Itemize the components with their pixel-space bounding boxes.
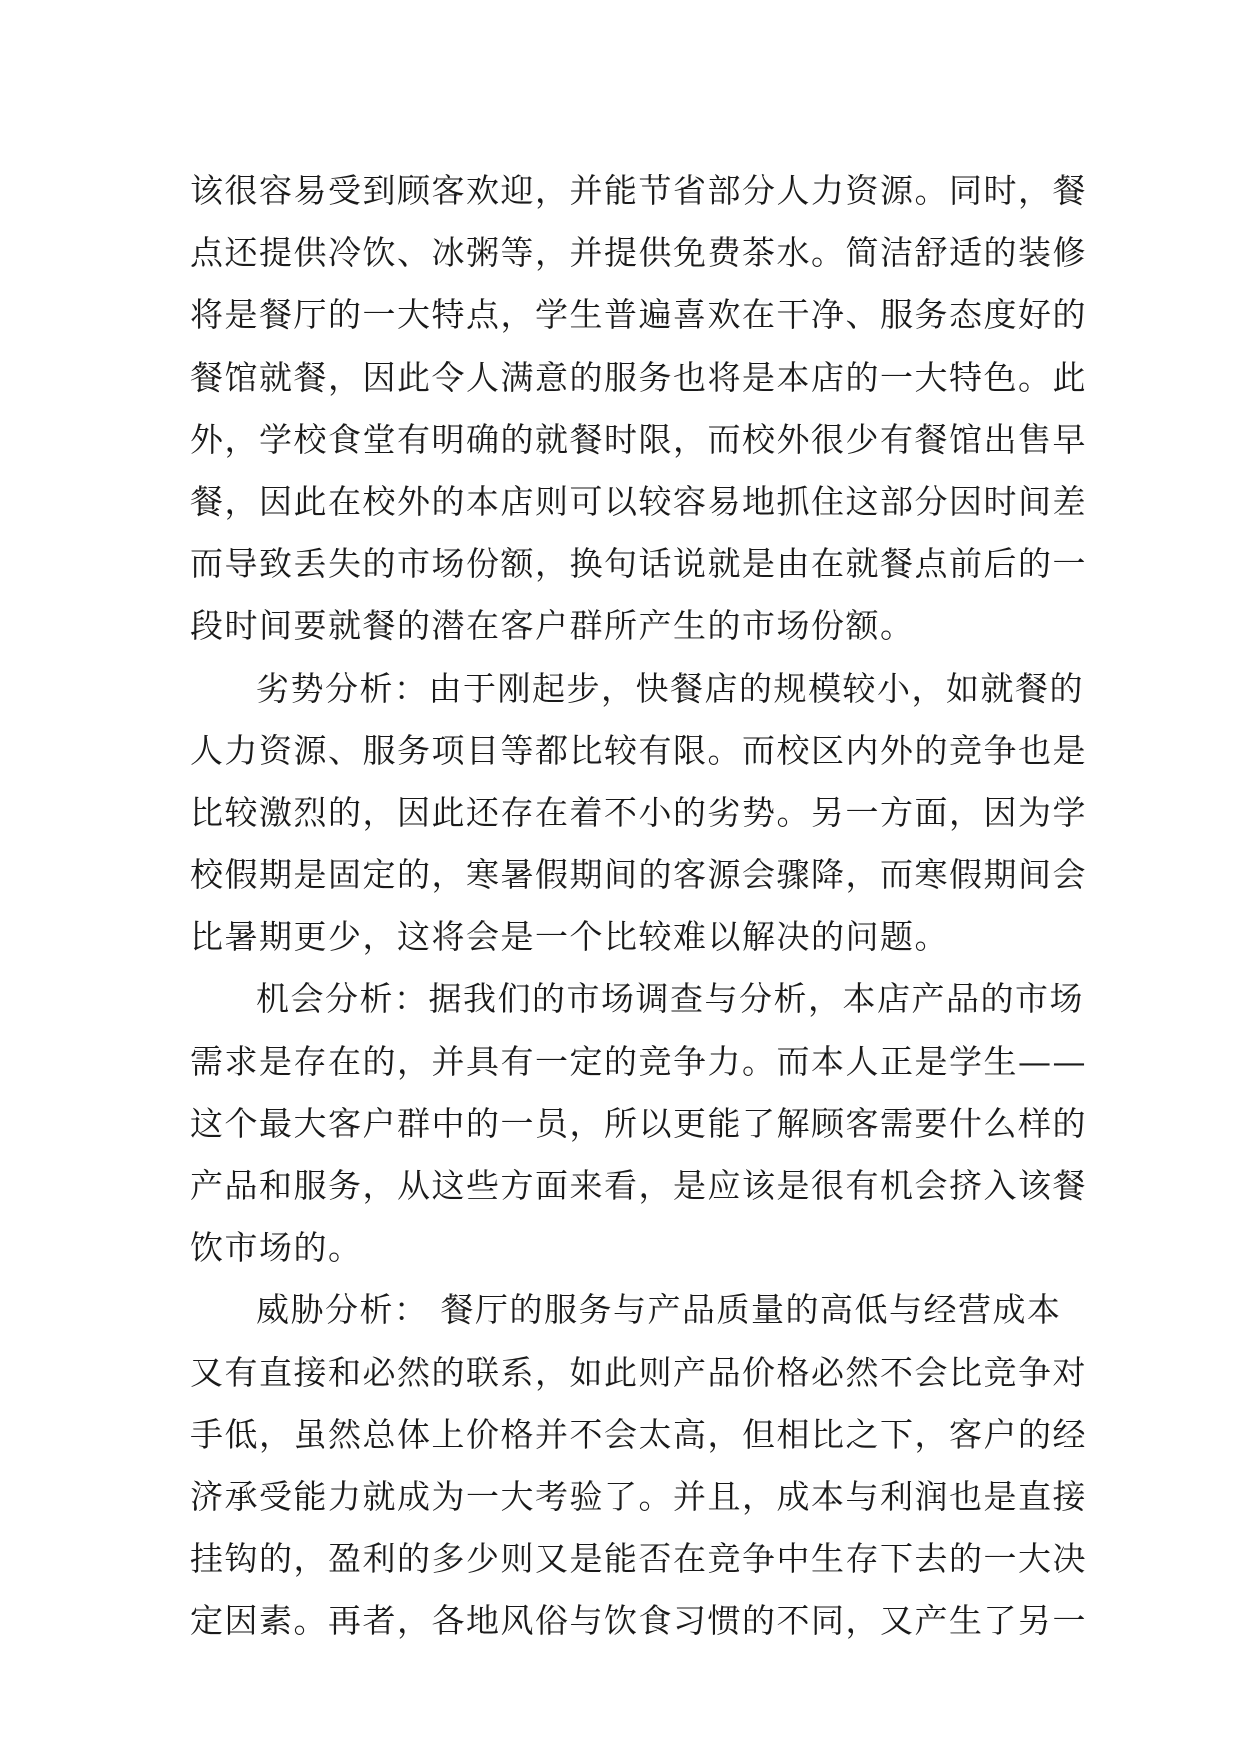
text-line: 定因素。再者，各地风俗与饮食习惯的不同，又产生了另一	[190, 1601, 1087, 1641]
text-line: 又有直接和必然的联系，如此则产品价格必然不会比竞争对	[190, 1352, 1087, 1392]
text-line: 段时间要就餐的潜在客户群所产生的市场份额。	[190, 606, 915, 646]
paragraph-start-weakness: 劣势分析：由于刚起步，快餐店的规模较小，如就餐的	[256, 668, 1084, 708]
document-body	[190, 160, 1087, 1653]
text-line: 挂钩的，盈利的多少则又是能否在竞争中生存下去的一大决	[190, 1539, 1087, 1579]
text-line: 将是餐厅的一大特点，学生普遍喜欢在干净、服务态度好的	[190, 295, 1087, 335]
text-line: 需求是存在的，并具有一定的竞争力。而本人正是学生——	[190, 1041, 1087, 1081]
text-line: 比较激烈的，因此还存在着不小的劣势。另一方面，因为学	[190, 792, 1087, 832]
paragraph-start-opportunity: 机会分析：据我们的市场调查与分析，本店产品的市场	[256, 979, 1084, 1019]
text-line: 比暑期更少，这将会是一个比较难以解决的问题。	[190, 917, 949, 957]
text-line: 餐，因此在校外的本店则可以较容易地抓住这部分因时间差	[190, 481, 1087, 521]
paragraph-start-threat: 威胁分析： 餐厅的服务与产品质量的高低与经营成本	[256, 1290, 1062, 1330]
text-line: 校假期是固定的，寒暑假期间的客源会骤降，而寒假期间会	[190, 855, 1087, 895]
text-line: 而导致丢失的市场份额，换句话说就是由在就餐点前后的一	[190, 544, 1087, 584]
text-line: 饮市场的。	[190, 1228, 363, 1268]
text-line: 手低，虽然总体上价格并不会太高，但相比之下，客户的经	[190, 1414, 1087, 1454]
text-line: 外，学校食堂有明确的就餐时限，而校外很少有餐馆出售早	[190, 419, 1087, 459]
text-line: 产品和服务，从这些方面来看，是应该是很有机会挤入该餐	[190, 1166, 1087, 1205]
text-line: 餐馆就餐，因此令人满意的服务也将是本店的一大特色。此	[190, 357, 1087, 397]
text-line: 人力资源、服务项目等都比较有限。而校区内外的竞争也是	[190, 730, 1087, 770]
text-line: 该很容易受到顾客欢迎，并能节省部分人力资源。同时，餐	[190, 171, 1087, 210]
text-line: 济承受能力就成为一大考验了。并且，成本与利润也是直接	[190, 1476, 1087, 1516]
text-line: 这个最大客户群中的一员，所以更能了解顾客需要什么样的	[190, 1103, 1087, 1143]
text-line: 点还提供冷饮、冰粥等，并提供免费茶水。简洁舒适的装修	[190, 233, 1087, 273]
